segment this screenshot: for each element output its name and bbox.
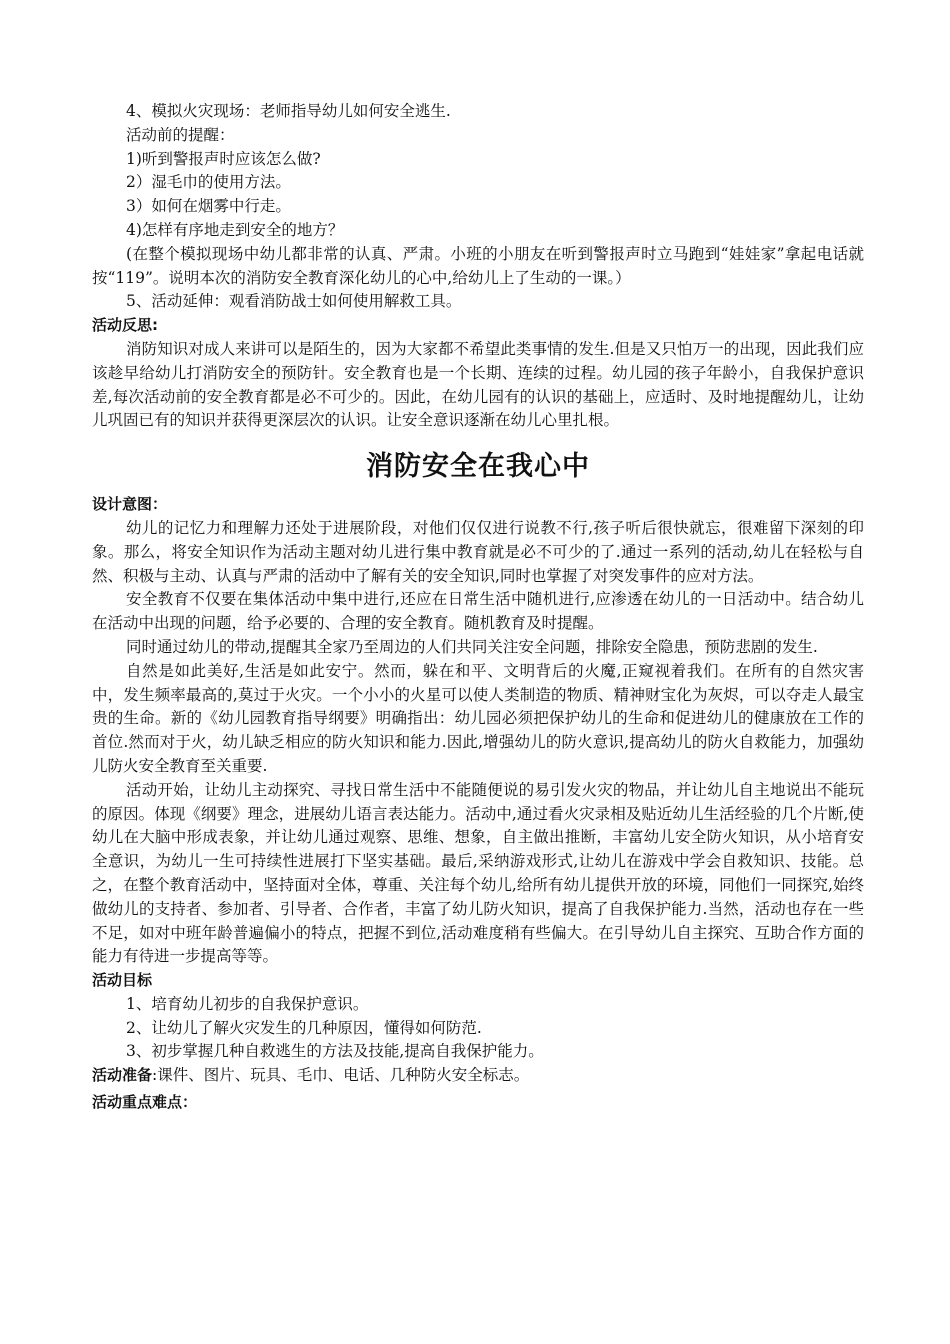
document-page [92,100,864,1115]
design-heading: 设计意图： [92,495,168,514]
keypoints-heading: 活动重点难点： [92,1093,198,1112]
design-paragraph: 自然是如此美好,生活是如此安宁。然而，躲在和平、文明背后的火魔,正窥视着我们。在所有的自然灾害中，发生频率最高的,莫过于火灾。一个小小的火星可以使人类制造的物质、精神财宝化为灰烬，可以夺走人最宝贵的生命。新的《幼儿园教育指导纲要》明确指出：幼儿园必须把保护幼儿的生命和促进幼儿的健康放在工作的首位.然而对于火，幼儿缺乏相应的防火知识和能力.因此,增强幼儿的防火意识,提高幼儿的防火自救能力，加强幼儿防火安全教育至关重要. [92,661,864,775]
simulation-note: (在整个模拟现场中幼儿都非常的认真、严肃。小班的小朋友在听到警报声时立马跑到“娃娃家”拿起电话就按“119”。说明本次的消防安全教育深化幼儿的心中,给幼儿上了生动的一课。） [92,244,864,287]
design-paragraph: 同时通过幼儿的带动,提醒其全家乃至周边的人们共同关注安全问题，排除安全隐患，预防悲剧的发生. [126,637,818,656]
page-title: 消防安全在我心中 [366,451,590,483]
reflection-body: 消防知识对成人来讲可以是陌生的，因为大家都不希望此类事情的发生.但是又只怕万一的出现，因此我们应该趁早给幼儿打消防安全的预防针。安全教育也是一个长期、连续的过程。幼儿园的孩子年龄小，自我保护意识差,每次活动前的安全教育都是必不可少的。因此，在幼儿园有的认识的基础上，应适时、及时地提醒幼儿，让幼儿巩固已有的知识并获得更深层次的认识。让安全意识逐渐在幼儿心里扎根。 [92,339,864,430]
question-2: 2）湿毛巾的使用方法。 [126,173,291,192]
question-3: 3）如何在烟雾中行走。 [126,197,291,216]
goal-item: 1、培育幼儿初步的自我保护意识。 [126,994,369,1013]
prep-body: :课件、图片、玩具、毛巾、电话、几种防火安全标志。 [152,1066,530,1085]
design-paragraph: 活动开始，让幼儿主动探究、寻找日常生活中不能随便说的易引发火灾的物品，并让幼儿自主地说出不能玩的原因。体现《纲要》理念，进展幼儿语言表达能力。活动中,通过看火灾录相及贴近幼儿生活经验的几个片断,使幼儿在大脑中形成表象，并让幼儿通过观察、思维、想象，自主做出推断，丰富幼儿安全防火知识，从小培育安全意识，为幼儿一生可持续性进展打下坚实基础。最后,采纳游戏形式,让幼儿在游戏中学会自救知识、技能。总之，在整个教育活动中，坚持面对全体，尊重、关注每个幼儿,给所有幼儿提供开放的环境，同他们一同探究,始终做幼儿的支持者、参加者、引导者、合作者，丰富了幼儿防火知识，提高了自我保护能力.当然，活动也存在一些不足，如对中班年龄普遍偏小的特点，把握不到位,活动难度稍有些偏大。在引导幼儿自主探究、互助合作方面的能力有待进一步提高等等。 [92,780,864,966]
step-4: 4、模拟火灾现场：老师指导幼儿如何安全逃生. [126,102,451,120]
question-4: 4)怎样有序地走到安全的地方？ [126,220,344,239]
prep-heading: 活动准备 [92,1066,153,1085]
prep-line [92,1064,864,1088]
goal-item: 2、让幼儿了解火灾发生的几种原因，懂得如何防范. [126,1018,482,1037]
step-5: 5、活动延伸：观看消防战士如何使用解救工具。 [126,292,462,311]
goal-item: 3、初步掌握几种自救逃生的方法及技能,提高自我保护能力。 [126,1042,544,1061]
reflection-heading: 活动反思: [92,316,158,335]
design-paragraph: 安全教育不仅要在集体活动中集中进行,还应在日常生活中随机进行,应渗透在幼儿的一日活动中。结合幼儿在活动中出现的问题，给予必要的、合理的安全教育。随机教育及时提醒。 [92,590,864,633]
design-paragraph: 幼儿的记忆力和理解力还处于进展阶段，对他们仅仅进行说教不行,孩子听后很快就忘，很难留下深刻的印象。那么，将安全知识作为活动主题对幼儿进行集中教育就是必不可少的了.通过一系列的活动,幼儿在轻松与自然、积极与主动、认真与严肃的活动中了解有关的安全知识,同时也掌握了对突发事件的应对方法。 [92,518,864,585]
question-1: 1)听到警报声时应该怎么做? [126,149,321,168]
reminder-label: 活动前的提醒： [126,125,235,144]
goals-heading: 活动目标 [92,971,153,990]
